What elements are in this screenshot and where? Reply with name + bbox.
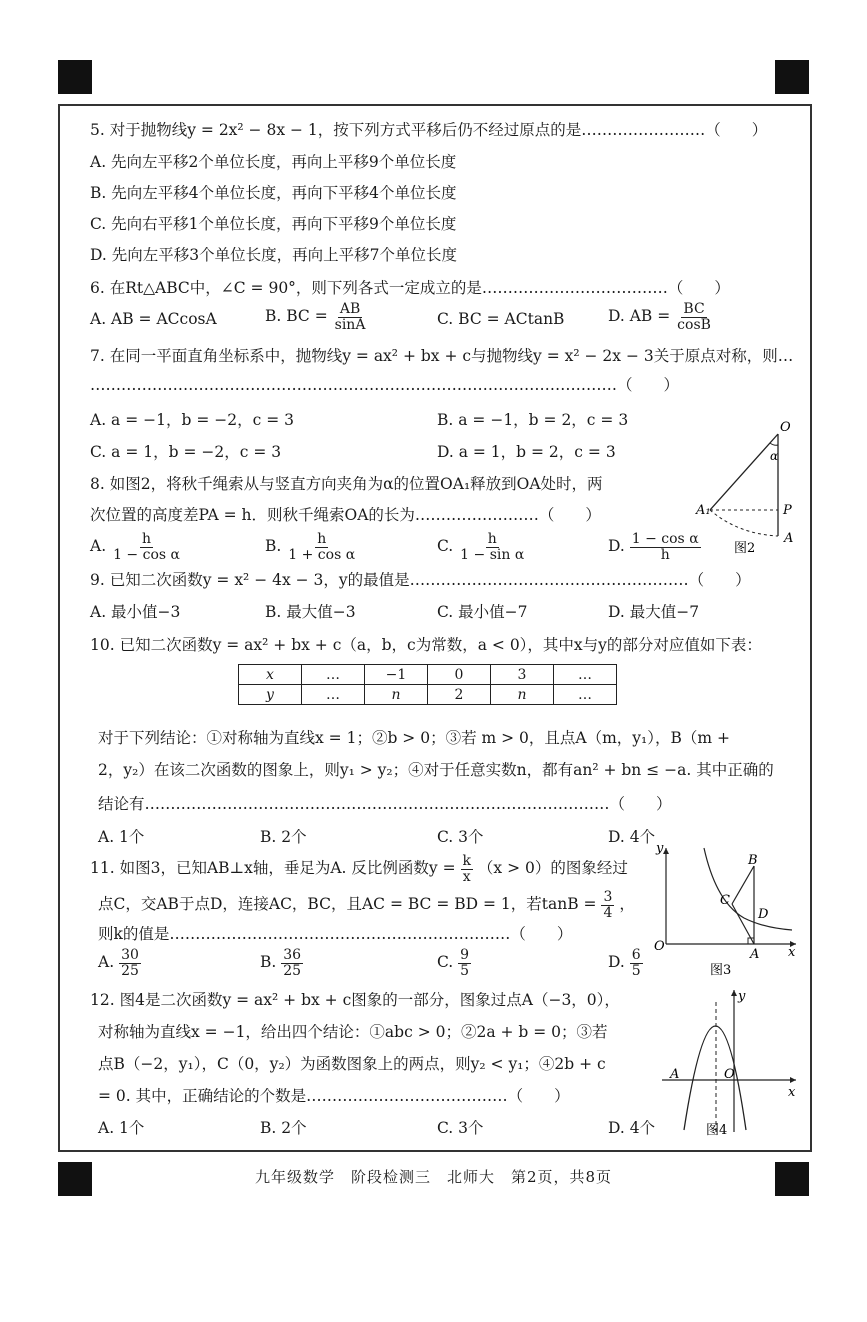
q11-line3: 则k的值是…………………………………………………………（ ） bbox=[98, 925, 573, 943]
question-frame bbox=[58, 104, 812, 1152]
q10-value-table bbox=[238, 664, 617, 705]
q7-stem-continued: …………………………………………………………………………………………（ ） bbox=[90, 376, 680, 394]
q11-option-a: A. $\frac{30}{25}$ bbox=[98, 947, 139, 979]
q5-option-a: A. 先向左平移2个单位长度，再向上平移9个单位长度 bbox=[90, 153, 457, 171]
q12-option-a: A. 1个 bbox=[98, 1119, 145, 1137]
q12-line1: 12. 图4是二次函数y = ax² + bx + c图象的一部分，图象过点A（−3，0）， bbox=[90, 991, 620, 1009]
fig3-label-c: C bbox=[720, 893, 730, 908]
q8-option-c: C. $\frac{h}{\text{1 − sin α}}$ bbox=[437, 531, 525, 563]
q5-stem: 5. 对于抛物线y = 2x² − 8x − 1，按下列方式平移后仍不经过原点的是……………………（ ） bbox=[90, 121, 768, 139]
q9-option-c: C. 最小值−7 bbox=[437, 603, 528, 621]
q12-option-c: C. 3个 bbox=[437, 1119, 484, 1137]
q8-option-d: D. $\frac{\text{1 − cos α}}{h}$ bbox=[608, 531, 699, 563]
q10-conclusions-line2: 2，y₂）在该二次函数的图象上，则y₁ > y₂；④对于任意实数n，都有an² + bn ≤ −a. 其中正确的 bbox=[98, 761, 774, 779]
q9-option-d: D. 最大值−7 bbox=[608, 603, 700, 621]
fig2-label-o: O bbox=[780, 420, 791, 435]
q5-option-c: C. 先向右平移1个单位长度，再向下平移9个单位长度 bbox=[90, 215, 457, 233]
figure-2-swing bbox=[690, 418, 805, 558]
q6-option-b: B. BC = $\frac{AB}{\sin A}$ bbox=[265, 301, 366, 333]
q6-option-d: D. AB = $\frac{BC}{\cos B}$ bbox=[608, 301, 711, 333]
q8-stem-continued: 次位置的高度差PA = h．则秋千绳索OA的长为……………………（ ） bbox=[90, 506, 601, 524]
q7-option-a: A. a = −1，b = −2，c = 3 bbox=[90, 411, 294, 429]
fig3-label-y: y bbox=[656, 842, 664, 856]
registration-mark-top-left bbox=[58, 60, 92, 94]
fig2-label-a: A bbox=[784, 531, 794, 546]
q12-line4: = 0. 其中，正确结论的个数是…………………………………（ ） bbox=[98, 1087, 570, 1105]
registration-mark-top-right bbox=[775, 60, 809, 94]
q10-option-b: B. 2个 bbox=[260, 828, 307, 846]
q10-stem: 10. 已知二次函数y = ax² + bx + c（a，b，c为常数，a < 0），其中x与y的部分对应值如下表： bbox=[90, 636, 762, 654]
q9-option-b: B. 最大值−3 bbox=[265, 603, 356, 621]
q7-stem: 7. 在同一平面直角坐标系中，抛物线y = ax² + bx + c与抛物线y = x² − 2x − 3关于原点对称，则… bbox=[90, 347, 794, 365]
fig3-label-d: D bbox=[758, 907, 769, 922]
fig3-label-a: A bbox=[750, 947, 760, 962]
q9-stem: 9. 已知二次函数y = x² − 4x − 3，y的最值是………………………………………………（ ） bbox=[90, 571, 751, 589]
fig4-label-x: x bbox=[788, 1085, 796, 1100]
fig3-label-b: B bbox=[748, 853, 758, 868]
fig2-label-a1: A₁ bbox=[696, 503, 711, 518]
q6-stem: 6. 在Rt△ABC中，∠C = 90°，则下列各式一定成立的是………………………………（ ） bbox=[90, 279, 730, 297]
fig2-label-alpha: α bbox=[770, 449, 779, 463]
q11-line1: 11. 如图3，已知AB⊥x轴，垂足为A. 反比例函数y = $\frac{k}{x}$ （x > 0）的图象经过 bbox=[90, 853, 628, 885]
q8-stem: 8. 如图2，将秋千绳索从与竖直方向夹角为α的位置OA₁释放到OA处时，两 bbox=[90, 475, 603, 493]
q5-option-d: D. 先向左平移3个单位长度，再向上平移7个单位长度 bbox=[90, 246, 457, 264]
fig2-label-p: P bbox=[783, 503, 792, 518]
q11-option-d: D. $\frac{6}{5}$ bbox=[608, 947, 641, 979]
q12-option-d: D. 4个 bbox=[608, 1119, 656, 1137]
q7-option-c: C. a = 1，b = −2，c = 3 bbox=[90, 443, 282, 461]
fig3-caption: 图3 bbox=[710, 963, 732, 978]
q6-option-c: C. BC = ACtanB bbox=[437, 310, 565, 328]
table-row: y … n 2 n … bbox=[239, 685, 617, 705]
q11-option-b: B. $\frac{36}{25}$ bbox=[260, 947, 302, 979]
q10-conclusions-line3: 结论有………………………………………………………………………………（ ） bbox=[98, 795, 672, 813]
q11-line2: 点C，交AB于点D，连接AC，BC，且AC = BC = BD = 1，若tanB = $\frac{3}{4}$ ， bbox=[98, 889, 635, 921]
figure-4-parabola bbox=[658, 982, 803, 1142]
q9-option-a: A. 最小值−3 bbox=[90, 603, 181, 621]
q12-line2: 对称轴为直线x = −1，给出四个结论：①abc > 0；②2a + b = 0；③若 bbox=[98, 1023, 608, 1041]
q10-option-a: A. 1个 bbox=[98, 828, 145, 846]
page-footer: 九年级数学 阶段检测三 北师大 第2页，共8页 bbox=[254, 1168, 613, 1186]
fig3-label-x: x bbox=[788, 945, 796, 960]
q6-option-a: A. AB = ACcosA bbox=[90, 310, 217, 328]
q11-option-c: C. $\frac{9}{5}$ bbox=[437, 947, 470, 979]
q10-conclusions-line1: 对于下列结论：①对称轴为直线x = 1；②b > 0；③若 m > 0，且点A（m，y₁），B（m + bbox=[98, 729, 731, 747]
fig4-label-o: O bbox=[724, 1067, 735, 1082]
q5-option-b: B. 先向左平移4个单位长度，再向下平移4个单位长度 bbox=[90, 184, 457, 202]
fig4-label-y: y bbox=[738, 989, 746, 1004]
q7-option-d: D. a = 1，b = 2，c = 3 bbox=[437, 443, 616, 461]
fig2-caption: 图2 bbox=[734, 541, 756, 556]
table-row: x … −1 0 3 … bbox=[239, 665, 617, 685]
q10-option-d: D. 4个 bbox=[608, 828, 656, 846]
fig4-label-a: A bbox=[670, 1067, 680, 1082]
q8-option-b: B. $\frac{h}{\text{1 + cos α}}$ bbox=[265, 531, 356, 563]
q10-option-c: C. 3个 bbox=[437, 828, 484, 846]
figure-3-inverse-function bbox=[652, 842, 802, 984]
fig4-caption: 图4 bbox=[706, 1123, 728, 1138]
q7-option-b: B. a = −1，b = 2，c = 3 bbox=[437, 411, 629, 429]
q8-option-a: A. $\frac{h}{\text{1 − cos α}}$ bbox=[90, 531, 180, 563]
fig3-label-o: O bbox=[654, 939, 665, 954]
q12-option-b: B. 2个 bbox=[260, 1119, 307, 1137]
q12-line3: 点B（−2，y₁），C（0，y₂）为函数图象上的两点，则y₂ < y₁；④2b + c bbox=[98, 1055, 606, 1073]
